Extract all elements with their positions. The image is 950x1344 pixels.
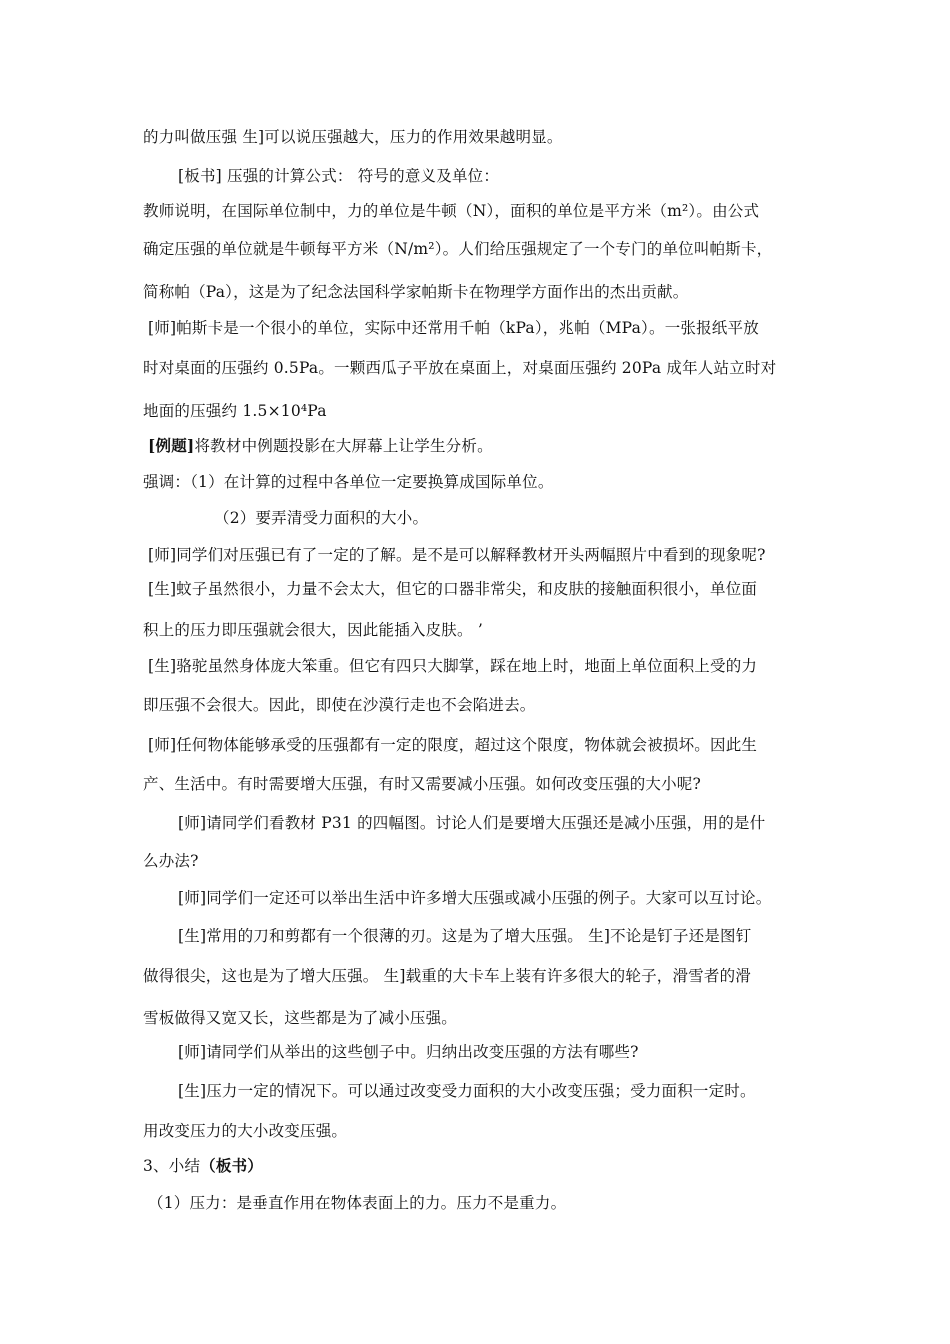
summary-heading (143, 1156, 263, 1176)
text-line: [生]蚊子虽然很小，力量不会太大，但它的口器非常尖，和皮肤的接触面积很小，单位面 (148, 580, 758, 598)
text-line: [板书] 压强的计算公式： 符号的意义及单位： (178, 167, 500, 185)
example-label: [例题] (148, 436, 195, 455)
text-line: [师]请同学们看教材 P31 的四幅图。讨论人们是要增大压强还是减小压强，用的是什 (178, 814, 766, 832)
text-line: 时对桌面的压强约 0.5Pa。一颗西瓜子平放在桌面上，对桌面压强约 20Pa 成年人站立时对 (143, 359, 777, 377)
example-line (148, 436, 493, 456)
text-line: [生]压力一定的情况下。可以通过改变受力面积的大小改变压强；受力面积一定时。 (178, 1082, 756, 1100)
text-line: （2）要弄清受力面积的大小。 (214, 509, 429, 527)
text-line: [生]骆驼虽然身体庞大笨重。但它有四只大脚掌，踩在地上时，地面上单位面积上受的力 (148, 657, 758, 675)
text-line: 用改变压力的大小改变压强。 (143, 1122, 348, 1140)
text-line: [师]同学们对压强已有了一定的了解。是不是可以解释教材开头两幅照片中看到的现象呢? (148, 546, 766, 564)
text-line: 简称帕（Pa），这是为了纪念法国科学家帕斯卡在物理学方面作出的杰出贡献。 (143, 283, 689, 301)
summary-text: 3、小结 (143, 1157, 201, 1175)
text-line: 么办法? (143, 852, 199, 870)
text-line: 教师说明，在国际单位制中，力的单位是牛顿（N），面积的单位是平方米（m²）。由公式 (143, 202, 760, 220)
text-line: 雪板做得又宽又长，这些都是为了减小压强。 (143, 1009, 458, 1027)
text-line: [师]任何物体能够承受的压强都有一定的限度，超过这个限度，物体就会被损坏。因此生 (148, 736, 758, 754)
text-line: 产、生活中。有时需要增大压强，有时又需要减小压强。如何改变压强的大小呢? (143, 775, 702, 793)
text-line: 积上的压力即压强就会很大，因此能插入皮肤。 ’ (143, 621, 483, 639)
text-line: 强调：（1）在计算的过程中各单位一定要换算成国际单位。 (143, 473, 554, 491)
text-line: （1）压力：是垂直作用在物体表面上的力。压力不是重力。 (148, 1194, 567, 1212)
summary-label: （板书） (200, 1156, 263, 1175)
text-line: 做得很尖，这也是为了增大压强。 生]载重的大卡车上装有许多很大的轮子，滑雪者的滑 (143, 967, 751, 985)
text-line: [师]同学们一定还可以举出生活中许多增大压强或减小压强的例子。大家可以互讨论。 (178, 889, 772, 907)
example-text: 将教材中例题投影在大屏幕上让学生分析。 (194, 437, 493, 455)
text-line: 地面的压强约 1.5×10⁴Pa (143, 402, 327, 420)
text-line: 确定压强的单位就是牛顿每平方米（N/m²）。人们给压强规定了一个专门的单位叫帕斯卡， (143, 240, 773, 258)
text-line: [师]帕斯卡是一个很小的单位，实际中还常用千帕（kPa），兆帕（MPa）。一张报纸平放 (148, 319, 759, 337)
text-line: 即压强不会很大。因此，即使在沙漠行走也不会陷进去。 (143, 696, 536, 714)
text-line: [师]请同学们从举出的这些刨子中。归纳出改变压强的方法有哪些? (178, 1043, 639, 1061)
text-line: [生]常用的刀和剪都有一个很薄的刃。这是为了增大压强。 生]不论是钉子还是图钉 (178, 927, 752, 945)
text-line: 的力叫做压强 生]可以说压强越大，压力的作用效果越明显。 (143, 128, 563, 146)
